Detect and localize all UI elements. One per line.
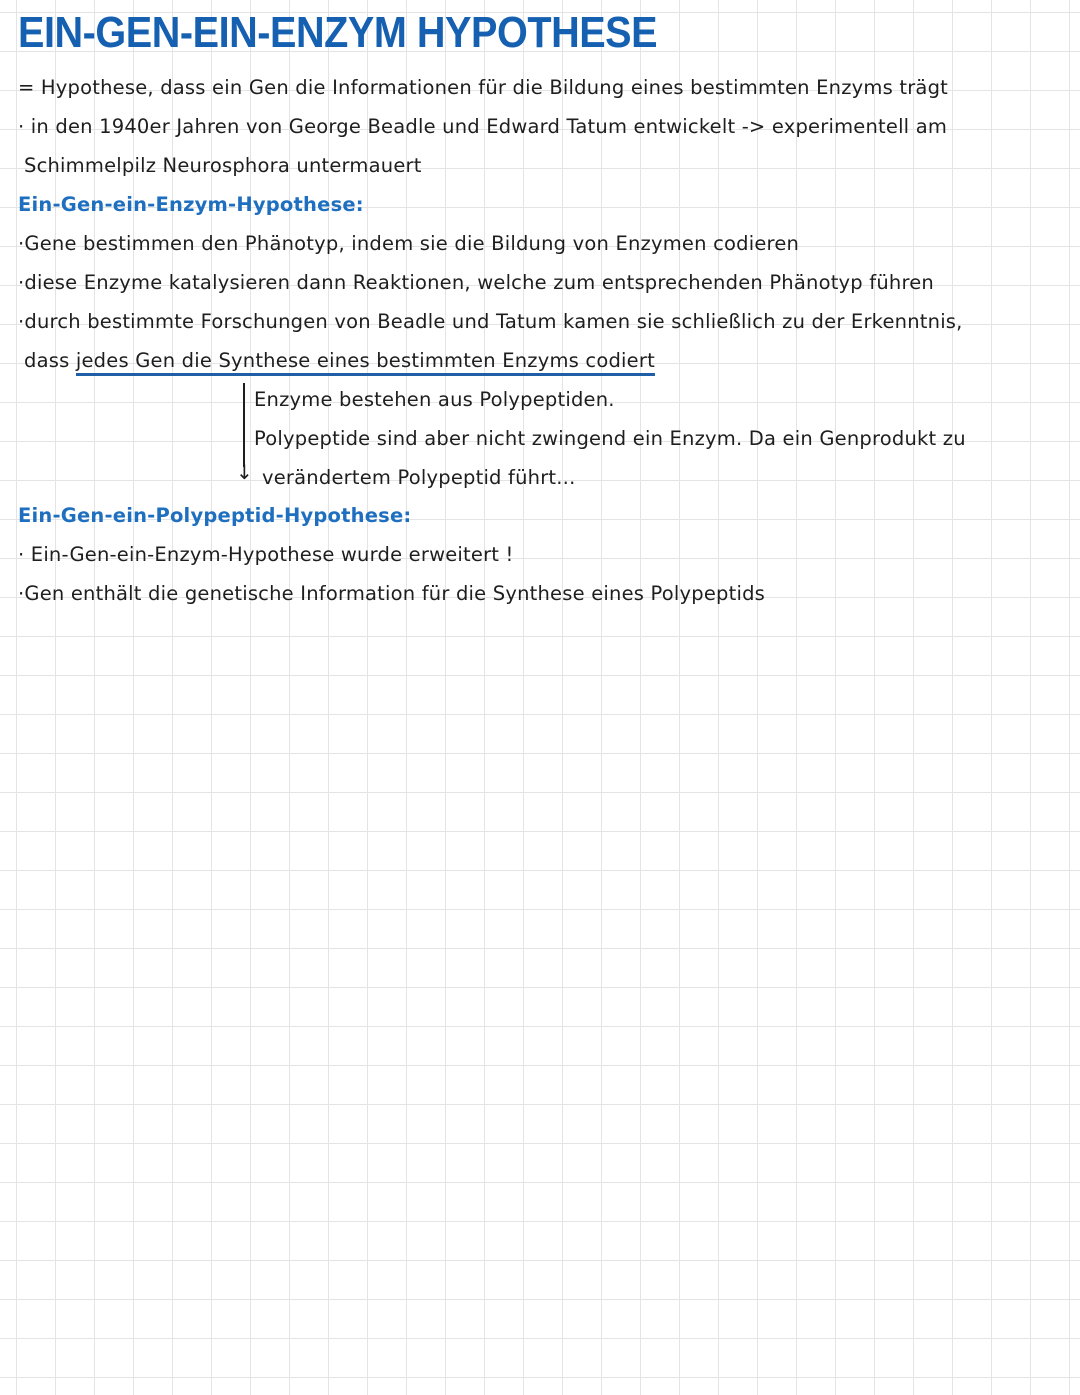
enzym-bullet-3-prefix: dass: [24, 349, 76, 372]
enzym-bullet-3: ·durch bestimmte Forschungen von Beadle und Tatum kamen sie schließlich zu der Erkenntnis,: [18, 310, 963, 333]
enzym-bullet-3-cont: [24, 349, 655, 373]
section-heading-enzym: Ein-Gen-ein-Enzym-Hypothese:: [18, 193, 364, 216]
intro-history: · in den 1940er Jahren von George Beadle und Edward Tatum entwickelt -> experimentell am: [18, 115, 948, 138]
section-heading-polypeptid: Ein-Gen-ein-Polypeptid-Hypothese:: [18, 504, 412, 527]
enzym-bullet-2: ·diese Enzyme katalysieren dann Reaktionen, welche zum entsprechenden Phänotyp führen: [18, 271, 934, 294]
note-line-1: Enzyme bestehen aus Polypeptiden.: [254, 388, 615, 411]
note-line-2: Polypeptide sind aber nicht zwingend ein Enzym. Da ein Genprodukt zu: [254, 427, 966, 450]
intro-definition: = Hypothese, dass ein Gen die Informationen für die Bildung eines bestimmten Enzyms trägt: [18, 76, 948, 99]
enzym-bullet-1: ·Gene bestimmen den Phänotyp, indem sie die Bildung von Enzymen codieren: [18, 232, 800, 255]
key-conclusion: jedes Gen die Synthese eines bestimmten Enzyms codiert: [76, 349, 655, 376]
intro-history-cont: Schimmelpilz Neurosphora untermauert: [24, 154, 422, 177]
page-title: EIN-GEN-EIN-ENZYM HYPOTHESE: [18, 8, 658, 57]
note-bracket-line: [243, 383, 245, 467]
note-line-3: verändertem Polypeptid führt...: [262, 466, 576, 489]
polypeptid-bullet-2: ·Gen enthält die genetische Information für die Synthese eines Polypeptids: [18, 582, 766, 605]
down-arrow-icon: ↓: [236, 460, 253, 484]
polypeptid-bullet-1: · Ein-Gen-ein-Enzym-Hypothese wurde erweitert !: [18, 543, 514, 566]
